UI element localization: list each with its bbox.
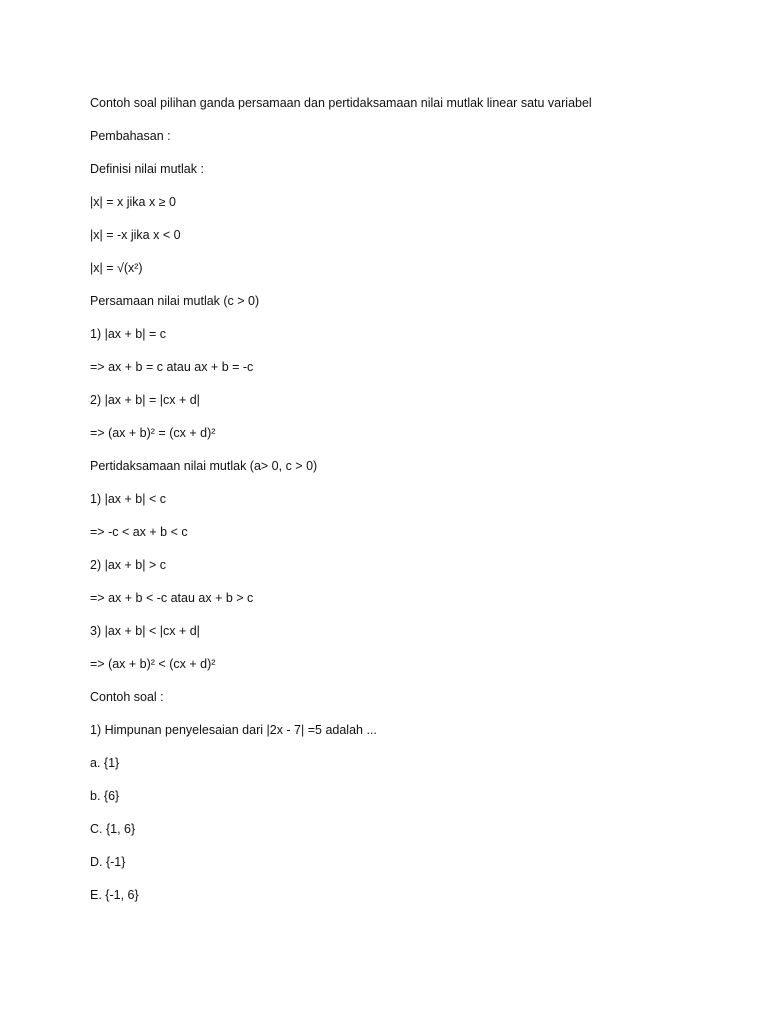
formula-line: 3) |ax + b| < |cx + d| [90, 624, 200, 638]
answer-option: E. {-1, 6} [90, 888, 139, 902]
answer-option: C. {1, 6} [90, 822, 136, 836]
definition-line: |x| = x jika x ≥ 0 [90, 195, 176, 209]
formula-line: => -c < ax + b < c [90, 525, 188, 539]
subheading-pertidaksamaan: Pertidaksamaan nilai mutlak (a> 0, c > 0) [90, 459, 318, 473]
question-text: 1) Himpunan penyelesaian dari |2x - 7| =5 adalah ... [90, 723, 377, 737]
document-body [90, 93, 730, 918]
formula-line: => ax + b = c atau ax + b = -c [90, 360, 254, 374]
definition-line: |x| = -x jika x < 0 [90, 228, 181, 242]
formula-line: => (ax + b)² = (cx + d)² [90, 426, 216, 440]
answer-option: a. {1} [90, 756, 120, 770]
formula-line: 1) |ax + b| = c [90, 327, 166, 341]
formula-line: 1) |ax + b| < c [90, 492, 166, 506]
subheading-definisi: Definisi nilai mutlak : [90, 162, 204, 176]
formula-line: => (ax + b)² < (cx + d)² [90, 657, 216, 671]
subheading-contoh-soal: Contoh soal : [90, 690, 164, 704]
section-heading-pembahasan: Pembahasan : [90, 129, 171, 143]
answer-option: D. {-1} [90, 855, 126, 869]
formula-line: => ax + b < -c atau ax + b > c [90, 591, 254, 605]
formula-line: 2) |ax + b| = |cx + d| [90, 393, 200, 407]
document-title: Contoh soal pilihan ganda persamaan dan pertidaksamaan nilai mutlak linear satu variabel [90, 96, 592, 110]
definition-line: |x| = √(x²) [90, 261, 143, 275]
subheading-persamaan: Persamaan nilai mutlak (c > 0) [90, 294, 260, 308]
formula-line: 2) |ax + b| > c [90, 558, 166, 572]
answer-option: b. {6} [90, 789, 120, 803]
